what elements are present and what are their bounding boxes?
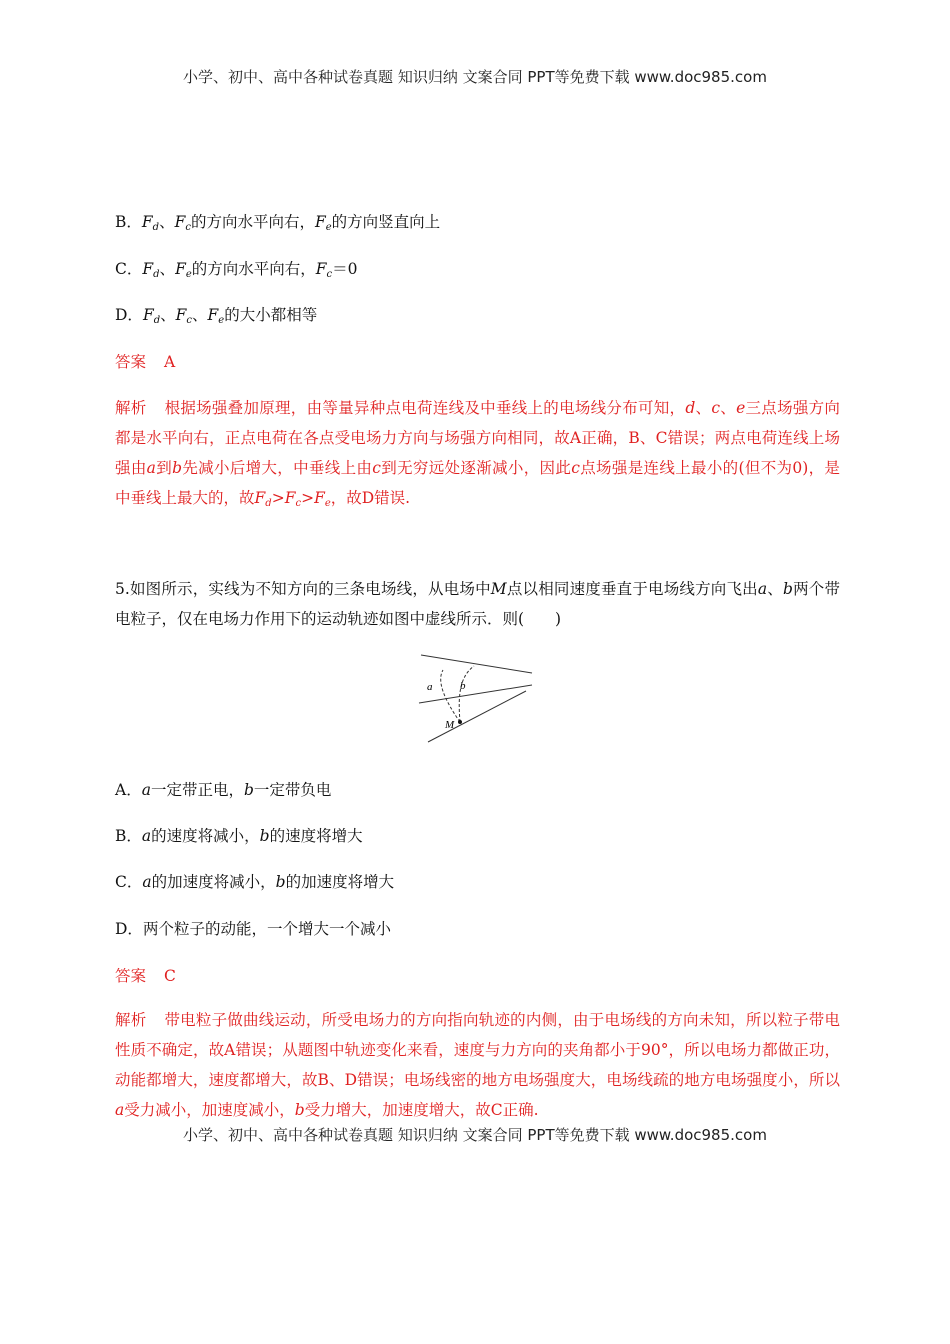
q5-option-a: A．a一定带正电，b一定带负电 <box>115 781 332 799</box>
q4-option-d: D．$F_d$、$F_c$、$F_e$的大小都相等 <box>115 306 318 326</box>
q4-option-b: B．$F_d$、$F_c$的方向水平向右，$F_e$的方向竖直向上 <box>115 213 441 233</box>
field-lines-figure <box>416 652 536 746</box>
q5-option-d: D．两个粒子的动能，一个增大一个减小 <box>115 920 391 938</box>
q5-stem: 5.如图所示，实线为不知方向的三条电场线，从电场中M点以相同速度垂直于电场线方向飞出a、b两个带电粒子，仅在电场力作用下的运动轨迹如图中虚线所示．则( ) <box>115 580 840 628</box>
q5-option-c: C．a的加速度将减小，b的加速度将增大 <box>115 873 395 891</box>
page-header: 小学、初中、高中各种试卷真题 知识归纳 文案合同 PPT等免费下载 www.doc985.com <box>183 68 767 86</box>
page-footer: 小学、初中、高中各种试卷真题 知识归纳 文案合同 PPT等免费下载 www.doc985.com <box>183 1126 767 1144</box>
field-line-top <box>421 655 532 673</box>
trajectory-a <box>441 670 460 722</box>
q5-option-b: B．a的速度将减小，b的速度将增大 <box>115 827 363 845</box>
field-line-middle <box>419 685 532 703</box>
field-line-bottom <box>428 691 526 742</box>
q4-analysis: 解析 根据场强叠加原理，由等量异种点电荷连线及中垂线上的电场线分布可知，d、c、e三点场强方向都是水平向右，正点电荷在各点受电场力方向与场强方向相同，故A正确，B、C错误；两点电荷连线上场强由a到b先减小后增大，中垂线上由c到无穷远处逐渐减小，因此c点场强是连线上最小的(但不为0)，是中垂线上最大的，故$F_d>F_c>F_e$，故D错误. <box>115 399 840 509</box>
q5-analysis: 解析 带电粒子做曲线运动，所受电场力的方向指向轨迹的内侧，由于电场线的方向未知，所以粒子带电性质不确定，故A错误；从题图中轨迹变化来看，速度与力方向的夹角都小于90°，所以电场力都做正功，动能都增大，速度都增大，故B、D错误；电场线密的地方电场强度大，电场线疏的地方电场强度小，所以a受力减小，加速度减小，b受力增大，加速度增大，故C正确. <box>115 1011 840 1119</box>
label-b: b <box>460 680 466 692</box>
q4-answer: 答案 A <box>115 353 176 371</box>
label-m: M <box>445 719 455 731</box>
q5-answer: 答案 C <box>115 967 176 985</box>
trajectory-b <box>459 666 474 722</box>
q4-option-c: C．$F_d$、$F_e$的方向水平向右，$F_c=0$ <box>115 260 358 280</box>
point-m <box>458 720 462 724</box>
label-a: a <box>427 681 433 693</box>
